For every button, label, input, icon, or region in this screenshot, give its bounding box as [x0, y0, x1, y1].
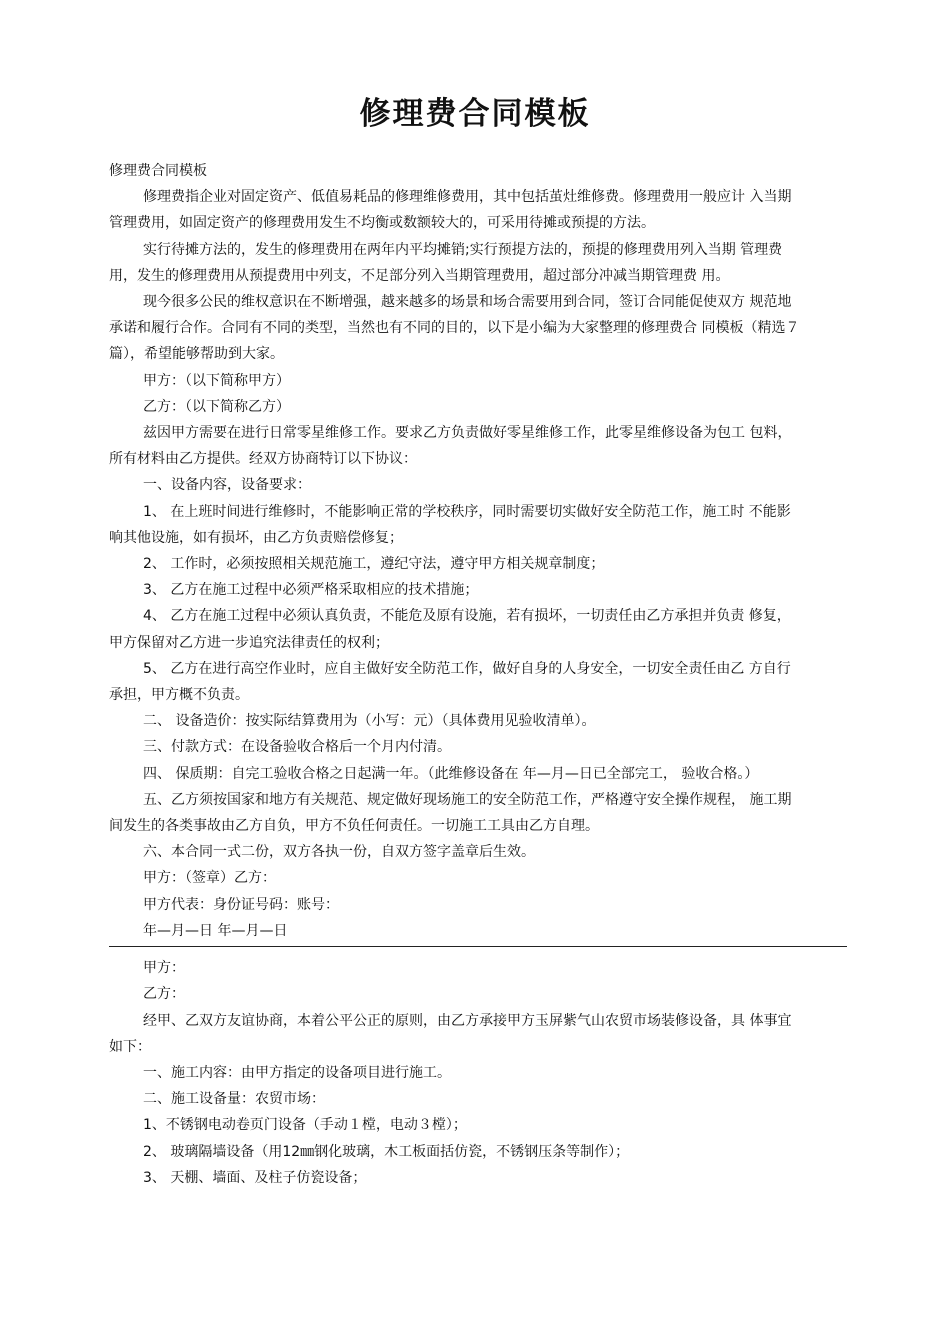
- text-line: 3、 天棚、墙面、及柱子仿瓷设备；: [143, 1169, 367, 1186]
- document-body: [109, 158, 844, 1191]
- text-line: 六、本合同一式二份，双方各执一份，自双方签字盖章后生效。: [143, 844, 535, 861]
- text-line: 二、 设备造价：按实际结算费用为（小写：元）（具体费用见验收清单）。: [143, 713, 596, 730]
- document-title: 修理费合同模板: [359, 96, 591, 132]
- text-line: 修理费合同模板: [109, 163, 207, 179]
- text-line: 篇），希望能够帮助到大家。: [109, 346, 284, 363]
- contract-section-2: [109, 955, 844, 1191]
- text-line: 如下：: [109, 1038, 151, 1055]
- text-line: 1、 在上班时间进行维修时，不能影响正常的学校秩序，同时需要切实做好安全防范工作，施工时 不能影: [143, 503, 791, 520]
- text-line: 甲方保留对乙方进一步追究法律责任的权利；: [109, 634, 389, 651]
- text-line: 三、付款方式：在设备验收合格后一个月内付清。: [143, 739, 451, 756]
- text-line: 管理费用，如固定资产的修理费用发生不均衡或数额较大的，可采用待摊或预提的方法。: [109, 215, 655, 232]
- text-line: 经甲、乙双方友谊协商，本着公平公正的原则，由乙方承接甲方玉屏紫气山农贸市场装修设备，具 体事宜: [143, 1012, 792, 1029]
- text-line: 间发生的各类事故由乙方自负，甲方不负任何责任。一切施工工具由乙方自理。: [109, 818, 599, 835]
- text-line: 1、不锈钢电动卷页门设备（手动１樘，电动３樘）；: [143, 1117, 467, 1134]
- text-line: 五、乙方须按国家和地方有关规范、规定做好现场施工的安全防范工作，严格遵守安全操作规程， 施工期: [143, 791, 792, 808]
- text-line: 乙方：: [143, 986, 185, 1003]
- text-line: 承担，甲方概不负责。: [109, 687, 249, 704]
- text-line: 所有材料由乙方提供。经双方协商特订以下协议：: [109, 451, 417, 468]
- text-line: 2、 工作时，必须按照相关规范施工，遵纪守法，遵守甲方相关规章制度；: [143, 556, 605, 573]
- text-line: 现今很多公民的维权意识在不断增强，越来越多的场景和场合需要用到合同，签订合同能促使双方 规范地: [143, 294, 792, 311]
- text-line: 4、 乙方在施工过程中必须认真负责，不能危及原有设施，若有损坏，一切责任由乙方承担并负责 修复，: [143, 608, 791, 625]
- text-line: 四、 保质期：自完工验收合格之日起满一年。（此维修设备在 年—月—日已全部完工， 验收合格。）: [143, 765, 759, 782]
- text-line: 年—月—日 年—月—日: [143, 922, 288, 939]
- text-line: 3、 乙方在施工过程中必须严格采取相应的技术措施；: [143, 582, 479, 599]
- text-line: 甲方：（以下简称甲方）: [143, 372, 290, 389]
- text-line: 用，发生的修理费用从预提费用中列支，不足部分列入当期管理费用，超过部分冲减当期管理费 用。: [109, 267, 730, 284]
- text-line: 5、 乙方在进行高空作业时，应自主做好安全防范工作，做好自身的人身安全，一切安全责任由乙 方自行: [143, 660, 791, 677]
- text-line: 二、施工设备量：农贸市场：: [143, 1091, 325, 1108]
- text-line: 兹因甲方需要在进行日常零星维修工作。要求乙方负责做好零星维修工作，此零星维修设备为包工 包料，: [143, 425, 792, 442]
- text-line: 响其他设施，如有损坏，由乙方负责赔偿修复；: [109, 529, 403, 546]
- text-line: 一、施工内容：由甲方指定的设备项目进行施工。: [143, 1064, 451, 1081]
- text-line: 甲方代表：身份证号码：账号：: [143, 896, 339, 913]
- text-line: 甲方：（签章）乙方：: [143, 870, 276, 887]
- section-divider: [109, 946, 847, 947]
- text-line: 乙方：（以下简称乙方）: [143, 398, 290, 415]
- text-line: 甲方：: [143, 960, 185, 977]
- text-line: 承诺和履行合作。合同有不同的类型，当然也有不同的目的，以下是小编为大家整理的修理费合 同模板（精选７: [109, 320, 800, 337]
- text-line: 修理费指企业对固定资产、低值易耗品的修理维修费用，其中包括茧灶维修费。修理费用一般应计 入当期: [143, 189, 792, 206]
- text-line: 一、设备内容，设备要求：: [143, 477, 311, 494]
- text-line: 实行待摊方法的，发生的修理费用在两年内平均摊销;实行预提方法的，预提的修理费用列入当期 管理费: [143, 241, 783, 258]
- text-line: 2、 玻璃隔墙设备（用12㎜钢化玻璃，木工板面括仿瓷，不锈钢压条等制作）；: [143, 1143, 630, 1160]
- contract-section-1: [109, 158, 844, 944]
